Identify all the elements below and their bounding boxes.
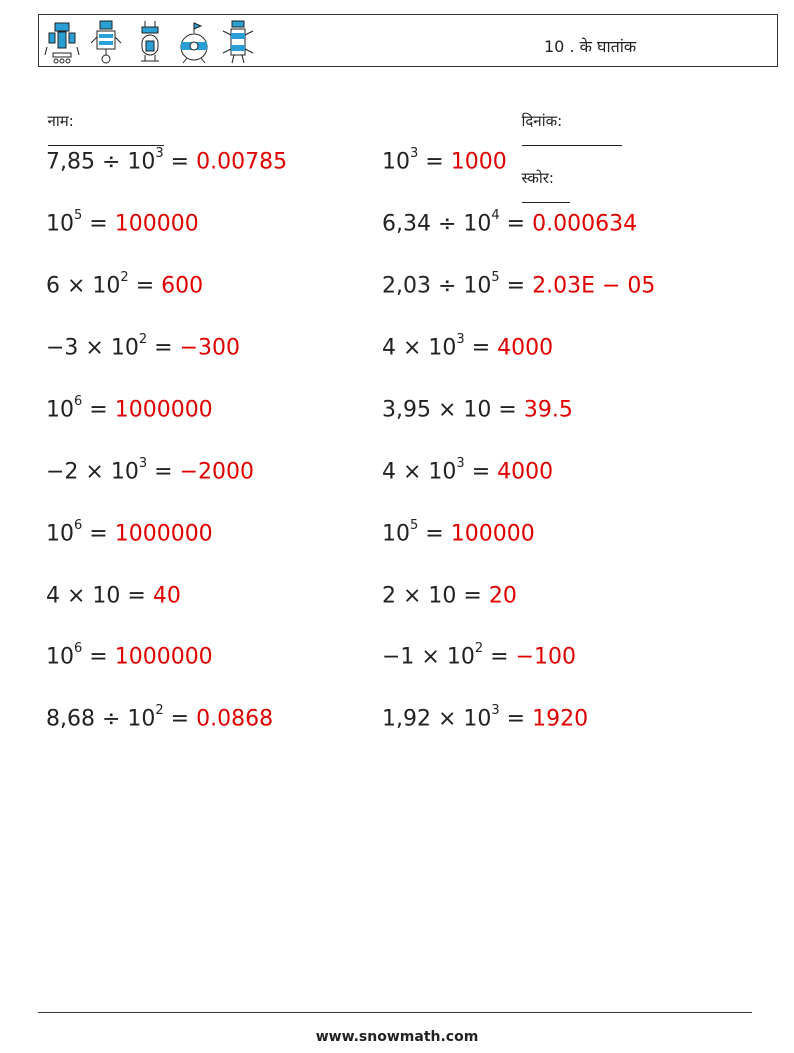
problem-4: $6,34 \div 10^4 = 0.000634$ — [382, 208, 638, 237]
answer: 100000 — [114, 211, 199, 237]
problem-1: $7,85 \div 10^3 = 0.00785$ — [46, 146, 288, 175]
problem-10: 3,95 × 10 = 39.5 — [382, 397, 573, 423]
problem-16: 2 × 10 = 20 — [382, 583, 517, 609]
answer: 0.0868 — [196, 706, 274, 732]
problem-15: 4 × 10 = 40 — [46, 583, 181, 609]
robot-icon-5 — [219, 19, 257, 65]
date-blank[interactable] — [522, 131, 622, 146]
problem-2: $10^3 = 1000$ — [382, 146, 507, 175]
answer: 4000 — [497, 459, 554, 485]
robot-icon-2 — [87, 19, 125, 65]
date-score-field — [512, 93, 622, 207]
problem-19: $8,68 \div 10^2 = 0.0868$ — [46, 703, 274, 732]
answer: −100 — [515, 644, 576, 670]
score-label: स्कोर: — [521, 169, 554, 187]
answer: 0.000634 — [532, 211, 638, 237]
answer: 20 — [488, 583, 517, 609]
footer-site: www.snowmath.com — [315, 1029, 479, 1045]
problem-7: $-3 \times 10^2 = -300$ — [46, 332, 240, 361]
problem-20: $1,92 \times 10^3 = 1920$ — [382, 703, 589, 732]
answer: 4000 — [497, 335, 554, 361]
problem-9: $10^6 = 1000000$ — [46, 394, 213, 423]
answer: 1920 — [532, 706, 589, 732]
robot-icon-3 — [131, 19, 169, 65]
date-label: दिनांक: — [521, 112, 563, 130]
answer: 2.03E − 05 — [532, 273, 656, 299]
answer: −2000 — [179, 459, 254, 485]
answer: 600 — [161, 273, 204, 299]
problem-14: $10^5 = 100000$ — [382, 518, 535, 547]
answer: 40 — [152, 583, 181, 609]
problem-8: $4 \times 10^3 = 4000$ — [382, 332, 554, 361]
robot-icon-1 — [43, 19, 81, 65]
robot-icon-4 — [175, 19, 213, 65]
answer: 1000 — [450, 149, 507, 175]
problem-11: $-2 \times 10^3 = -2000$ — [46, 456, 254, 485]
answer: 100000 — [450, 521, 535, 547]
answer: 0.00785 — [196, 149, 288, 175]
answer: 1000000 — [114, 397, 213, 423]
worksheet-title: 10 . के घातांक — [544, 37, 637, 56]
problem-3: $10^5 = 100000$ — [46, 208, 199, 237]
answer: 39.5 — [523, 397, 573, 423]
worksheet-header — [38, 14, 778, 67]
problem-13: $10^6 = 1000000$ — [46, 518, 213, 547]
score-blank[interactable] — [522, 188, 570, 203]
problem-18: $-1 \times 10^2 = -100$ — [382, 641, 576, 670]
problem-5: $6 \times 10^2 = 600$ — [46, 270, 204, 299]
problem-17: $10^6 = 1000000$ — [46, 641, 213, 670]
answer: 1000000 — [114, 644, 213, 670]
answer: 1000000 — [114, 521, 213, 547]
name-field — [38, 93, 164, 150]
footer-divider — [38, 1012, 752, 1013]
problem-6: $2,03 \div 10^5 = 2.03E - 05$ — [382, 270, 656, 299]
answer: −300 — [179, 335, 240, 361]
name-blank[interactable] — [48, 131, 164, 146]
problem-12: $4 \times 10^3 = 4000$ — [382, 456, 554, 485]
robot-icons — [43, 19, 257, 65]
name-label: नाम: — [47, 112, 74, 130]
